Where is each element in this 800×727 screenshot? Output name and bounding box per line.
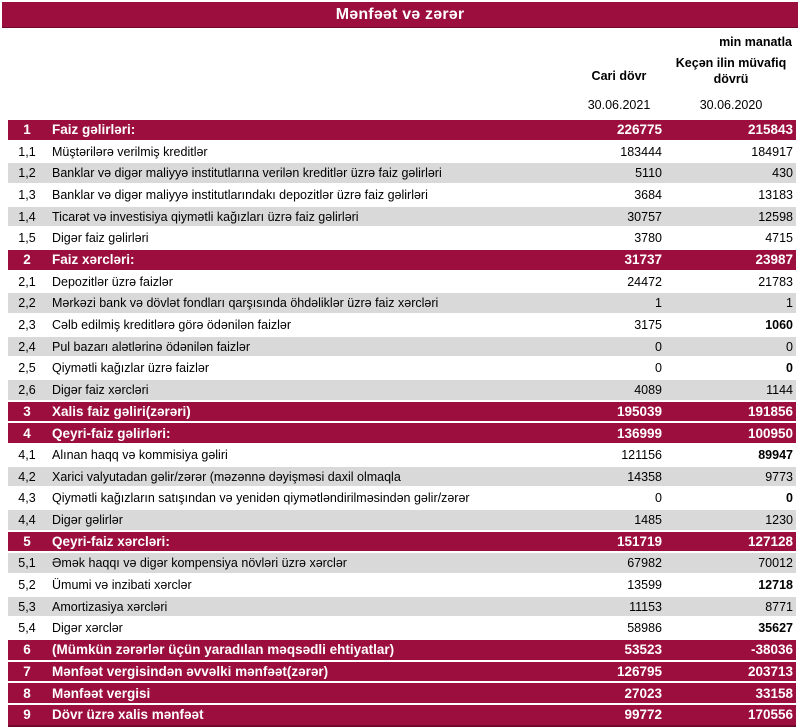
- table-row: [8, 358, 796, 380]
- row-label: (Mümkün zərərlər üçün yaradılan məqsədli ehtiyatlar): [52, 642, 395, 658]
- value-previous-period: 127128: [747, 534, 793, 550]
- table-row: [8, 575, 796, 597]
- row-label: Digər xərclər: [52, 621, 123, 636]
- value-previous-period: 12718: [758, 577, 793, 592]
- unit-note: min manatla: [719, 35, 792, 49]
- value-previous-period: 1: [786, 296, 793, 311]
- row-number: 2,2: [18, 296, 36, 311]
- table-row: [8, 597, 796, 619]
- row-number: 5,3: [18, 599, 36, 614]
- value-previous-period: 1060: [765, 317, 793, 332]
- profit-loss-table: [8, 120, 796, 727]
- value-current-period: 0: [655, 491, 662, 506]
- row-number: 4,3: [18, 491, 36, 506]
- row-number: 4,4: [18, 512, 36, 527]
- value-previous-period: 0: [786, 339, 793, 354]
- value-previous-period: 4715: [765, 231, 793, 246]
- value-current-period: 121156: [621, 447, 662, 462]
- value-current-period: 1485: [634, 512, 662, 527]
- value-current-period: 1: [655, 296, 662, 311]
- value-current-period: 14358: [627, 469, 662, 484]
- value-previous-period: 89947: [758, 447, 793, 462]
- row-number: 1,4: [18, 209, 36, 224]
- row-label: Banklar və digər maliyyə institutlarına verilən kreditlər üzrə faiz gəlirləri: [52, 166, 442, 181]
- row-label: Digər faiz xərcləri: [52, 382, 149, 397]
- value-previous-period: 70012: [758, 556, 793, 571]
- table-row: [8, 185, 796, 207]
- value-current-period: 30757: [627, 209, 662, 224]
- value-current-period: 27023: [624, 685, 662, 701]
- row-label: Qiymətli kağızlar üzrə faizlər: [52, 361, 209, 376]
- column-date-current-period: 30.06.2021: [587, 98, 651, 112]
- value-previous-period: -38036: [750, 642, 793, 658]
- row-number: 5,2: [18, 577, 36, 592]
- row-label: Xalis faiz gəliri(zərəri): [52, 404, 191, 420]
- row-label: Mərkəzi bank və dövlət fondları qarşısında öhdəliklər üzrə faiz xərcləri: [52, 296, 439, 311]
- row-number: 2,3: [18, 317, 36, 332]
- value-previous-period: 215843: [747, 122, 793, 138]
- row-label: Pul bazarı alətlərinə ödənilən faizlər: [52, 339, 251, 354]
- row-number: 2: [23, 252, 31, 268]
- row-number: 5,1: [18, 556, 36, 571]
- value-previous-period: 0: [786, 491, 793, 506]
- table-row: [8, 272, 796, 294]
- section-row: [8, 423, 796, 445]
- value-previous-period: 203713: [747, 664, 793, 680]
- row-number: 3: [23, 404, 31, 420]
- row-label: Digər gəlirlər: [52, 512, 123, 527]
- value-current-period: 11153: [629, 599, 662, 614]
- row-label: Əmək haqqı və digər kompensiya növləri üzrə xərclər: [52, 556, 347, 571]
- value-previous-period: 21783: [758, 274, 793, 289]
- table-row: [8, 315, 796, 337]
- row-number: 4,1: [18, 447, 36, 462]
- value-previous-period: 0: [786, 361, 793, 376]
- section-row: [8, 120, 796, 142]
- report-title-bar: [2, 2, 798, 28]
- value-current-period: 4089: [634, 382, 662, 397]
- value-current-period: 58986: [627, 621, 662, 636]
- section-row: [8, 662, 796, 684]
- value-current-period: 5110: [635, 166, 662, 181]
- value-current-period: 53523: [624, 642, 662, 658]
- row-number: 4,2: [18, 469, 36, 484]
- value-current-period: 183444: [620, 144, 662, 159]
- row-label: Banklar və digər maliyyə institutlarındakı depozitlər üzrə faiz gəlirləri: [52, 187, 428, 202]
- table-row: [8, 618, 796, 640]
- row-number: 4: [23, 425, 31, 441]
- section-row: [8, 640, 796, 662]
- column-header-current-period: Cari dövr: [591, 69, 647, 83]
- value-previous-period: 9773: [765, 469, 793, 484]
- table-row: [8, 467, 796, 489]
- value-current-period: 0: [655, 361, 662, 376]
- table-row: [8, 510, 796, 532]
- row-label: Digər faiz gəlirləri: [52, 231, 149, 246]
- value-previous-period: 430: [772, 166, 793, 181]
- row-label: Mənfəət vergisindən əvvəlki mənfəət(zərər): [52, 664, 329, 680]
- page-title: Mənfəət və zərər: [335, 5, 465, 23]
- value-previous-period: 1230: [765, 512, 793, 527]
- row-label: Faiz xərcləri:: [52, 252, 135, 268]
- row-label: Ümumi və inzibati xərclər: [52, 577, 192, 592]
- value-current-period: 195039: [616, 404, 662, 420]
- row-label: Mənfəət vergisi: [52, 685, 151, 701]
- row-number: 2,6: [18, 382, 36, 397]
- value-previous-period: 33158: [755, 685, 793, 701]
- table-row: [8, 488, 796, 510]
- value-current-period: 99772: [624, 707, 662, 723]
- column-date-previous-period: 30.06.2020: [699, 98, 763, 112]
- value-previous-period: 12598: [758, 209, 793, 224]
- row-number: 9: [23, 707, 31, 723]
- row-label: Müştərilərə verilmiş kreditlər: [52, 144, 208, 159]
- section-row: [8, 705, 796, 727]
- row-label: Qeyri-faiz xərcləri:: [52, 534, 170, 550]
- row-number: 1,2: [18, 166, 36, 181]
- row-label: Amortizasiya xərcləri: [52, 599, 168, 614]
- section-row: [8, 250, 796, 272]
- row-number: 6: [23, 642, 31, 658]
- value-previous-period: 100950: [747, 425, 793, 441]
- row-number: 1,5: [18, 231, 36, 246]
- value-current-period: 24472: [627, 274, 662, 289]
- table-row: [8, 293, 796, 315]
- row-number: 1: [23, 122, 31, 138]
- section-row: [8, 532, 796, 554]
- value-current-period: 67982: [627, 556, 662, 571]
- row-label: Qeyri-faiz gəlirləri:: [52, 425, 171, 441]
- row-label: Alınan haqq və kommisiya gəliri: [52, 447, 228, 462]
- value-previous-period: 35627: [758, 621, 793, 636]
- value-current-period: 3780: [634, 231, 662, 246]
- table-row: [8, 142, 796, 164]
- value-current-period: 3175: [634, 317, 662, 332]
- row-label: Depozitlər üzrə faizlər: [52, 274, 173, 289]
- row-number: 2,5: [18, 361, 36, 376]
- section-row: [8, 683, 796, 705]
- value-current-period: 136999: [616, 425, 662, 441]
- value-previous-period: 1144: [766, 382, 793, 397]
- column-header-previous-period: Keçən ilin müvafiq dövrü: [675, 56, 787, 86]
- table-row: [8, 337, 796, 359]
- row-number: 5: [23, 534, 31, 550]
- value-current-period: 3684: [634, 187, 662, 202]
- value-current-period: 0: [655, 339, 662, 354]
- table-row: [8, 207, 796, 229]
- table-row: [8, 553, 796, 575]
- table-row: [8, 228, 796, 250]
- value-previous-period: 8771: [765, 599, 793, 614]
- row-label: Faiz gəlirləri:: [52, 122, 136, 138]
- value-previous-period: 13183: [758, 187, 793, 202]
- table-row: [8, 445, 796, 467]
- row-number: 7: [23, 664, 31, 680]
- value-current-period: 226775: [616, 122, 662, 138]
- value-current-period: 13599: [627, 577, 662, 592]
- value-current-period: 126795: [616, 664, 662, 680]
- table-row: [8, 163, 796, 185]
- row-label: Dövr üzrə xalis mənfəət: [52, 707, 204, 723]
- table-row: [8, 380, 796, 402]
- row-number: 1,1: [18, 144, 36, 159]
- row-label: Ticarət və investisiya qiymətli kağızları üzrə faiz gəlirləri: [52, 209, 359, 224]
- value-previous-period: 184917: [751, 144, 793, 159]
- value-previous-period: 170556: [747, 707, 793, 723]
- section-row: [8, 402, 796, 424]
- value-previous-period: 191856: [747, 404, 793, 420]
- row-number: 2,4: [18, 339, 36, 354]
- row-number: 8: [23, 685, 31, 701]
- row-label: Xarici valyutadan gəlir/zərər (məzənnə dəyişməsi daxil olmaqla: [52, 469, 401, 484]
- row-label: Qiymətli kağızların satışından və yenidən qiymətləndirilməsindən gəlir/zərər: [52, 491, 470, 506]
- value-current-period: 151719: [616, 534, 662, 550]
- row-number: 1,3: [18, 187, 36, 202]
- row-number: 2,1: [18, 274, 36, 289]
- value-current-period: 31737: [624, 252, 662, 268]
- row-label: Cəlb edilmiş kreditlərə görə ödənilən faizlər: [52, 317, 292, 332]
- value-previous-period: 23987: [755, 252, 793, 268]
- row-number: 5,4: [18, 621, 36, 636]
